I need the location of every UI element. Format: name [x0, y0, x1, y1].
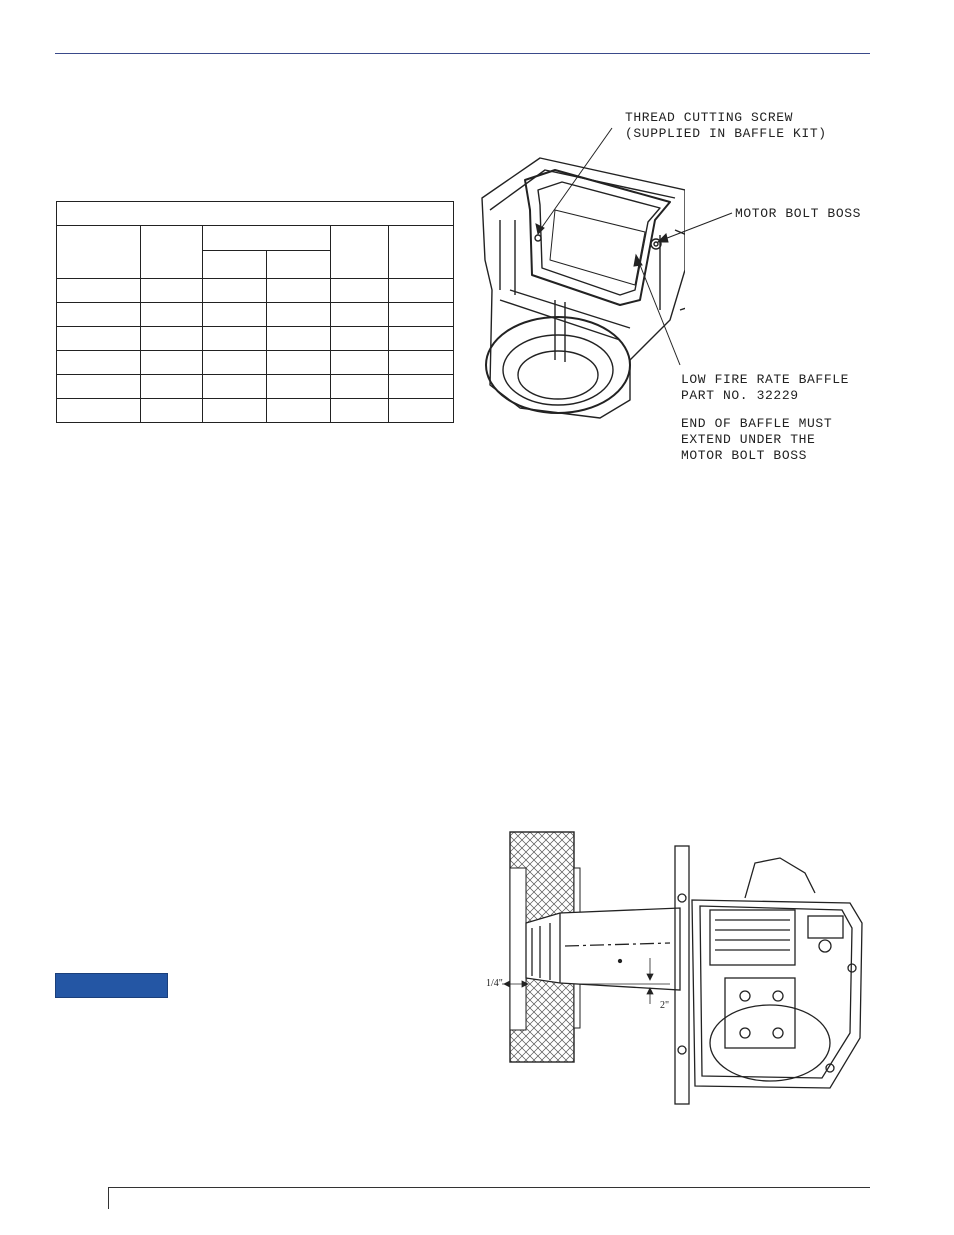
table-row: [57, 375, 454, 399]
table-title-row: [57, 202, 454, 226]
table-title-cell: [57, 202, 454, 226]
specification-table: [56, 201, 454, 423]
table-header-cell: [389, 226, 454, 279]
table-header-cell: [267, 251, 331, 279]
footer-rule: [108, 1187, 870, 1188]
callout-text: MOTOR BOLT BOSS: [681, 448, 808, 463]
table-row: [57, 351, 454, 375]
callout-motor-bolt-boss: MOTOR BOLT BOSS: [735, 206, 862, 221]
burner-mounting-figure: [470, 828, 870, 1110]
callout-text: THREAD CUTTING SCREW: [625, 110, 794, 125]
callout-low-fire-rate-baffle: [681, 372, 849, 404]
dimension-insertion-label: 1/4": [486, 978, 503, 989]
table-header-cell: [331, 226, 389, 279]
notice-badge: [55, 973, 168, 998]
table-row: [57, 327, 454, 351]
table-header-cell: [141, 226, 203, 279]
dimension-offset-label: 2": [660, 1000, 670, 1011]
table-row: [57, 399, 454, 423]
table-header-row: [57, 226, 454, 251]
callout-text: PART NO. 32229: [681, 388, 799, 403]
callout-text: LOW FIRE RATE BAFFLE: [681, 372, 850, 387]
table-header-cell: [203, 226, 331, 251]
callout-text: (SUPPLIED IN BAFFLE KIT): [625, 126, 827, 141]
callout-text: EXTEND UNDER THE: [681, 432, 816, 447]
callout-thread-cutting-screw: [625, 110, 827, 142]
table-header-cell: [57, 226, 141, 279]
callout-text: END OF BAFFLE MUST: [681, 416, 833, 431]
table-row: [57, 279, 454, 303]
table-row: [57, 303, 454, 327]
callout-end-of-baffle: [681, 416, 832, 464]
footer-rule-tick: [108, 1187, 109, 1209]
table-header-cell: [203, 251, 267, 279]
header-rule: [55, 53, 870, 54]
